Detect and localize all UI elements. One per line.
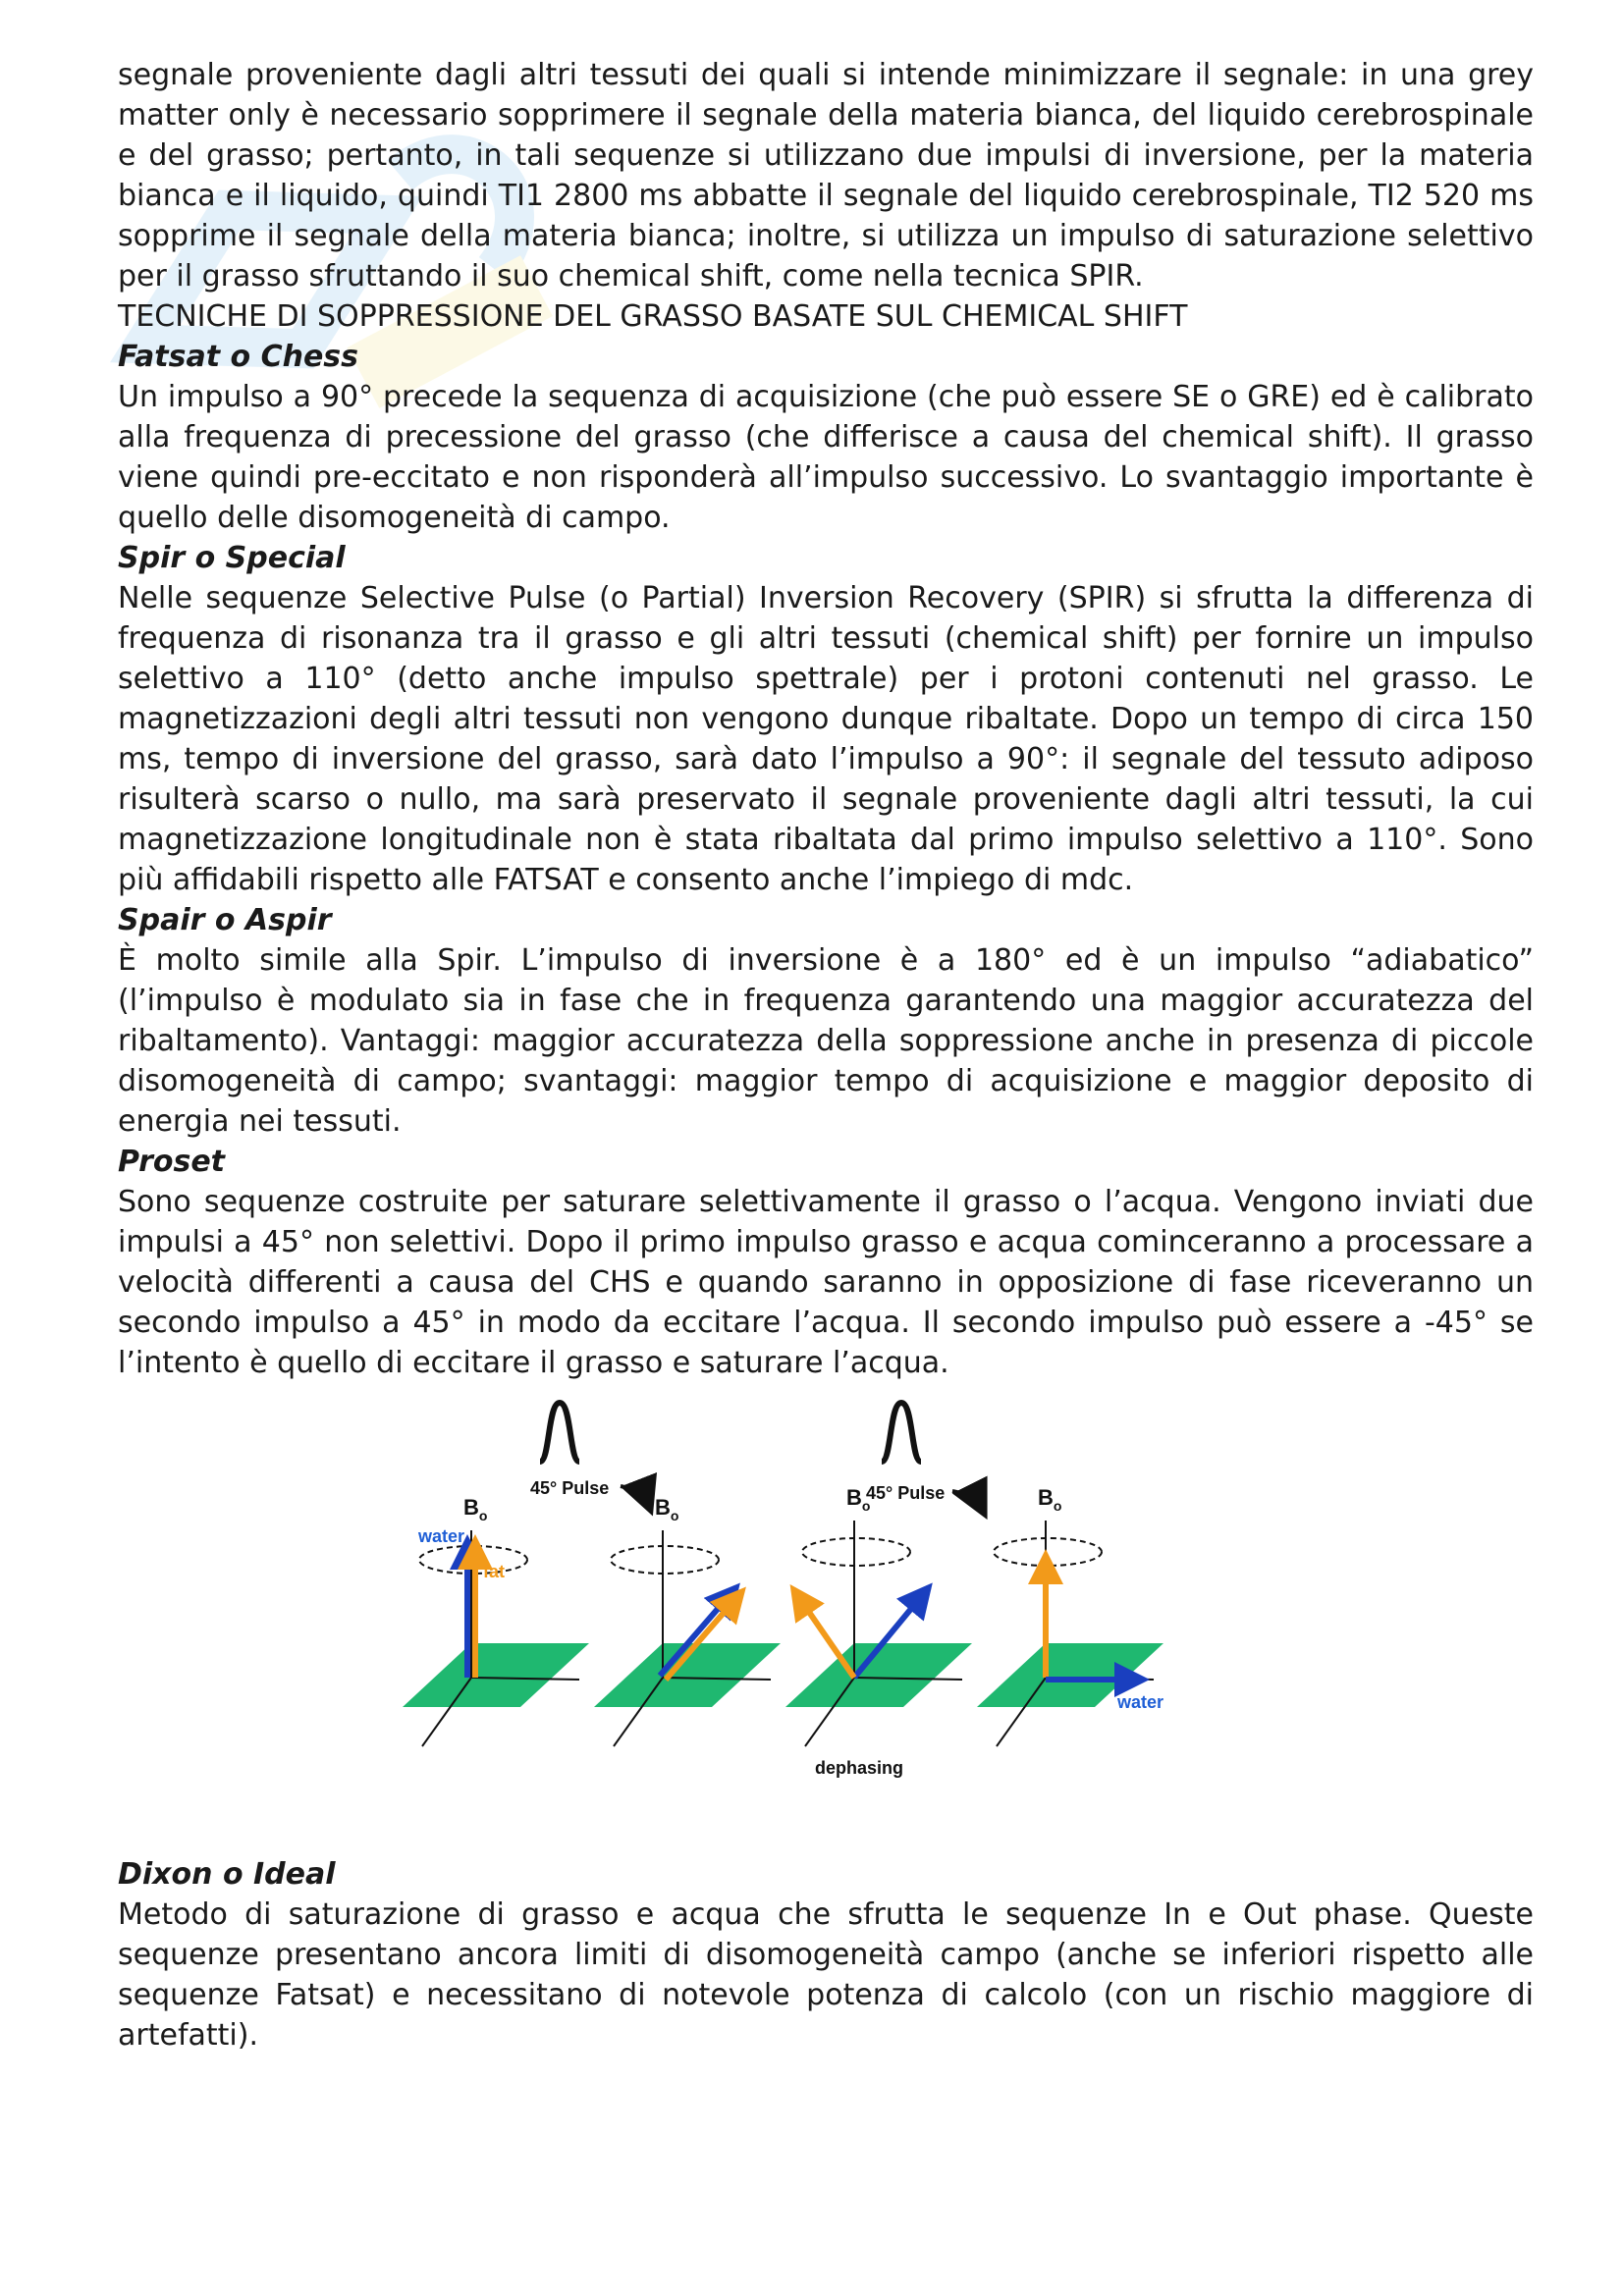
dephasing-label: dephasing: [815, 1758, 904, 1778]
heading-dixon: Dixon o Ideal: [118, 1857, 336, 1892]
panel-2: [594, 1495, 781, 1746]
paragraph-fatsat: Un impulso a 90° precede la sequenza di acquisizione (che può essere SE o GRE) ed è calibrato alla frequenza di precessione del grasso (che differisce a causa del chemical shift). Il grasso viene quindi pre-eccitato e non risponderà all’impulso successivo. Lo svantaggio importante è quello delle disomogeneità di campo.: [118, 380, 1534, 535]
svg-text:Bo: $B_o$: [846, 1485, 871, 1514]
svg-text:Bo: $B_o$: [1038, 1485, 1062, 1514]
pulse-2-icon: [882, 1403, 921, 1462]
intro-paragraph: segnale proveniente dagli altri tessuti dei quali si intende minimizzare il segnale: in una grey matter only è necessario sopprimere il segnale della materia bianca, del liquido cerebrospinale e del grasso; pertanto, in tali sequenze si utilizzano due impulsi di inversione, per la materia bianca e il liquido, quindi TI1 2800 ms abbatte il segnale del liquido cerebrospinale, TI2 520 ms sopprime il segnale della materia bianca; inoltre, si utilizza un impulso di saturazione selettivo per il grasso sfruttando il suo chemical shift, come nella tecnica SPIR.: [118, 58, 1534, 294]
document-body: [118, 55, 1534, 2056]
svg-text:Bo: $B_o$: [463, 1495, 488, 1523]
water-label: water: [418, 1526, 465, 1546]
pulse-2-label: 45° Pulse: [866, 1483, 946, 1503]
pulse-1-label: 45° Pulse: [530, 1478, 610, 1498]
heading-fatsat: Fatsat o Chess: [118, 340, 359, 374]
fat-label: fat: [483, 1562, 505, 1581]
paragraph-dixon: Metodo di saturazione di grasso e acqua che sfrutta le sequenze In e Out phase. Queste sequenze presentano ancora limiti di disomogeneità campo (anche se inferiori rispetto alle sequenze Fatsat) e necessitano di notevole potenza di calcolo (con un rischio maggiore di artefatti).: [118, 1897, 1534, 2053]
rotation-arrow-1: [621, 1486, 650, 1509]
panel-4: [977, 1485, 1163, 1746]
proset-diagram: [118, 1393, 1534, 1854]
proset-diagram-svg: [403, 1393, 1227, 1854]
section-title: TECNICHE DI SOPPRESSIONE DEL GRASSO BASATE SUL CHEMICAL SHIFT: [118, 299, 1188, 334]
heading-spair: Spair o Aspir: [118, 903, 332, 937]
paragraph-spair: È molto simile alla Spir. L’impulso di inversione è a 180° ed è un impulso “adiabatico” (l’impulso è modulato sia in fase che in frequenza garantendo una maggior accuratezza del ribaltamento). Vantaggi: maggior accuratezza della soppressione anche in presenza di piccole disomogeneità di campo; svantaggi: maggior tempo di acquisizione e maggior deposito di energia nei tessuti.: [118, 943, 1534, 1139]
rotation-arrow-2: [952, 1491, 984, 1513]
water-label-2: water: [1117, 1692, 1164, 1712]
panel-3: [785, 1485, 972, 1778]
pulse-1-icon: [540, 1403, 579, 1462]
heading-spir: Spir o Special: [118, 541, 346, 575]
paragraph-spir: Nelle sequenze Selective Pulse (o Partial) Inversion Recovery (SPIR) si sfrutta la differenza di frequenza di risonanza tra il grasso e gli altri tessuti (chemical shift) per fornire un impulso selettivo a 110° (detto anche impulso spettrale) per i protoni contenuti nel grasso. Le magnetizzazioni degli altri tessuti non vengono dunque ribaltate. Dopo un tempo di circa 150 ms, tempo di inversione del grasso, sarà dato l’impulso a 90°: il segnale del tessuto adiposo risulterà scarso o nullo, ma sarà preservato il segnale proveniente dagli altri tessuti, la cui magnetizzazione longitudinale non è stata ribaltata dal primo impulso selettivo a 110°. Sono più affidabili rispetto alle FATSAT e consento anche l’impiego di mdc.: [118, 581, 1534, 897]
panel-1: [403, 1495, 589, 1746]
heading-proset: Proset: [118, 1145, 226, 1179]
svg-text:Bo: $B_o$: [655, 1495, 679, 1523]
paragraph-proset: Sono sequenze costruite per saturare selettivamente il grasso o l’acqua. Vengono inviati due impulsi a 45° non selettivi. Dopo il primo impulso grasso e acqua cominceranno a processare a velocità differenti a causa del CHS e quando saranno in opposizione di fase riceveranno un secondo impulso a 45° in modo da eccitare l’acqua. Il secondo impulso può essere a -45° se l’intento è quello di eccitare il grasso e saturare l’acqua.: [118, 1185, 1534, 1380]
